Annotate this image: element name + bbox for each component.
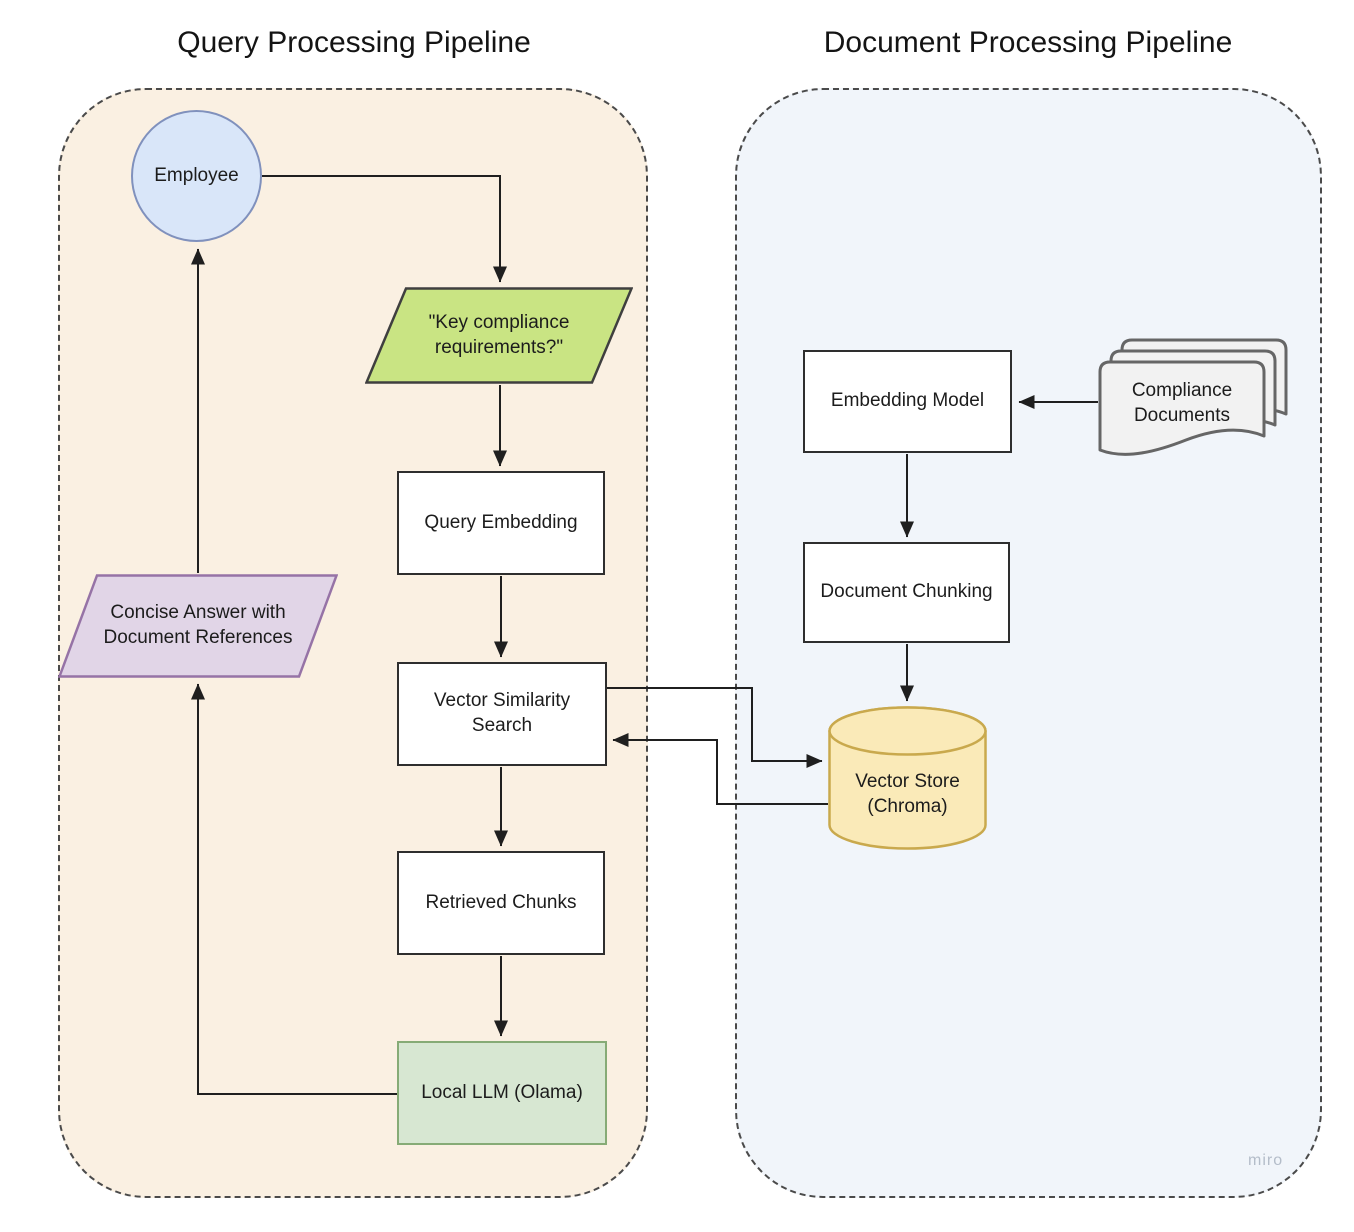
document-chunking-node[interactable] [803,542,1010,643]
document-pipeline-title: Document Processing Pipeline [823,26,1233,59]
document-chunking-label: Document Chunking [820,581,993,603]
cylinder-shape [828,706,987,850]
concise-answer-node[interactable] [58,574,338,678]
local-llm-node[interactable] [397,1041,607,1145]
miro-watermark: miro [1248,1152,1284,1169]
vector-similarity-search-label: Vector Similarity Search [433,690,571,736]
document-stack-shape [1098,338,1290,464]
query-embedding-node[interactable] [397,471,605,575]
embedding-model-node[interactable] [803,350,1012,453]
employee-label: Employee [154,164,239,186]
local-llm-label: Local LLM (Olama) [421,1081,583,1103]
parallelogram-shape [58,574,338,678]
vector-store-node[interactable] [828,706,987,850]
query-embedding-label: Query Embedding [424,511,578,533]
document-pipeline-frame[interactable] [735,88,1322,1198]
user-query-node[interactable] [365,287,633,384]
vector-store-label: Vector Store (Chroma) [855,771,960,817]
embedding-model-label: Embedding Model [830,390,985,412]
retrieved-chunks-label: Retrieved Chunks [425,891,577,913]
concise-answer-label: Concise Answer with Document References [103,602,293,648]
retrieved-chunks-node[interactable] [397,851,605,955]
query-pipeline-title: Query Processing Pipeline [177,26,531,59]
employee-node[interactable] [131,110,262,242]
compliance-documents-label: Compliance Documents [1131,380,1233,426]
user-query-label: "Key compliance requirements?" [428,311,570,358]
vector-similarity-search-node[interactable] [397,662,607,766]
compliance-documents-node[interactable] [1098,338,1290,464]
parallelogram-shape [365,287,633,384]
